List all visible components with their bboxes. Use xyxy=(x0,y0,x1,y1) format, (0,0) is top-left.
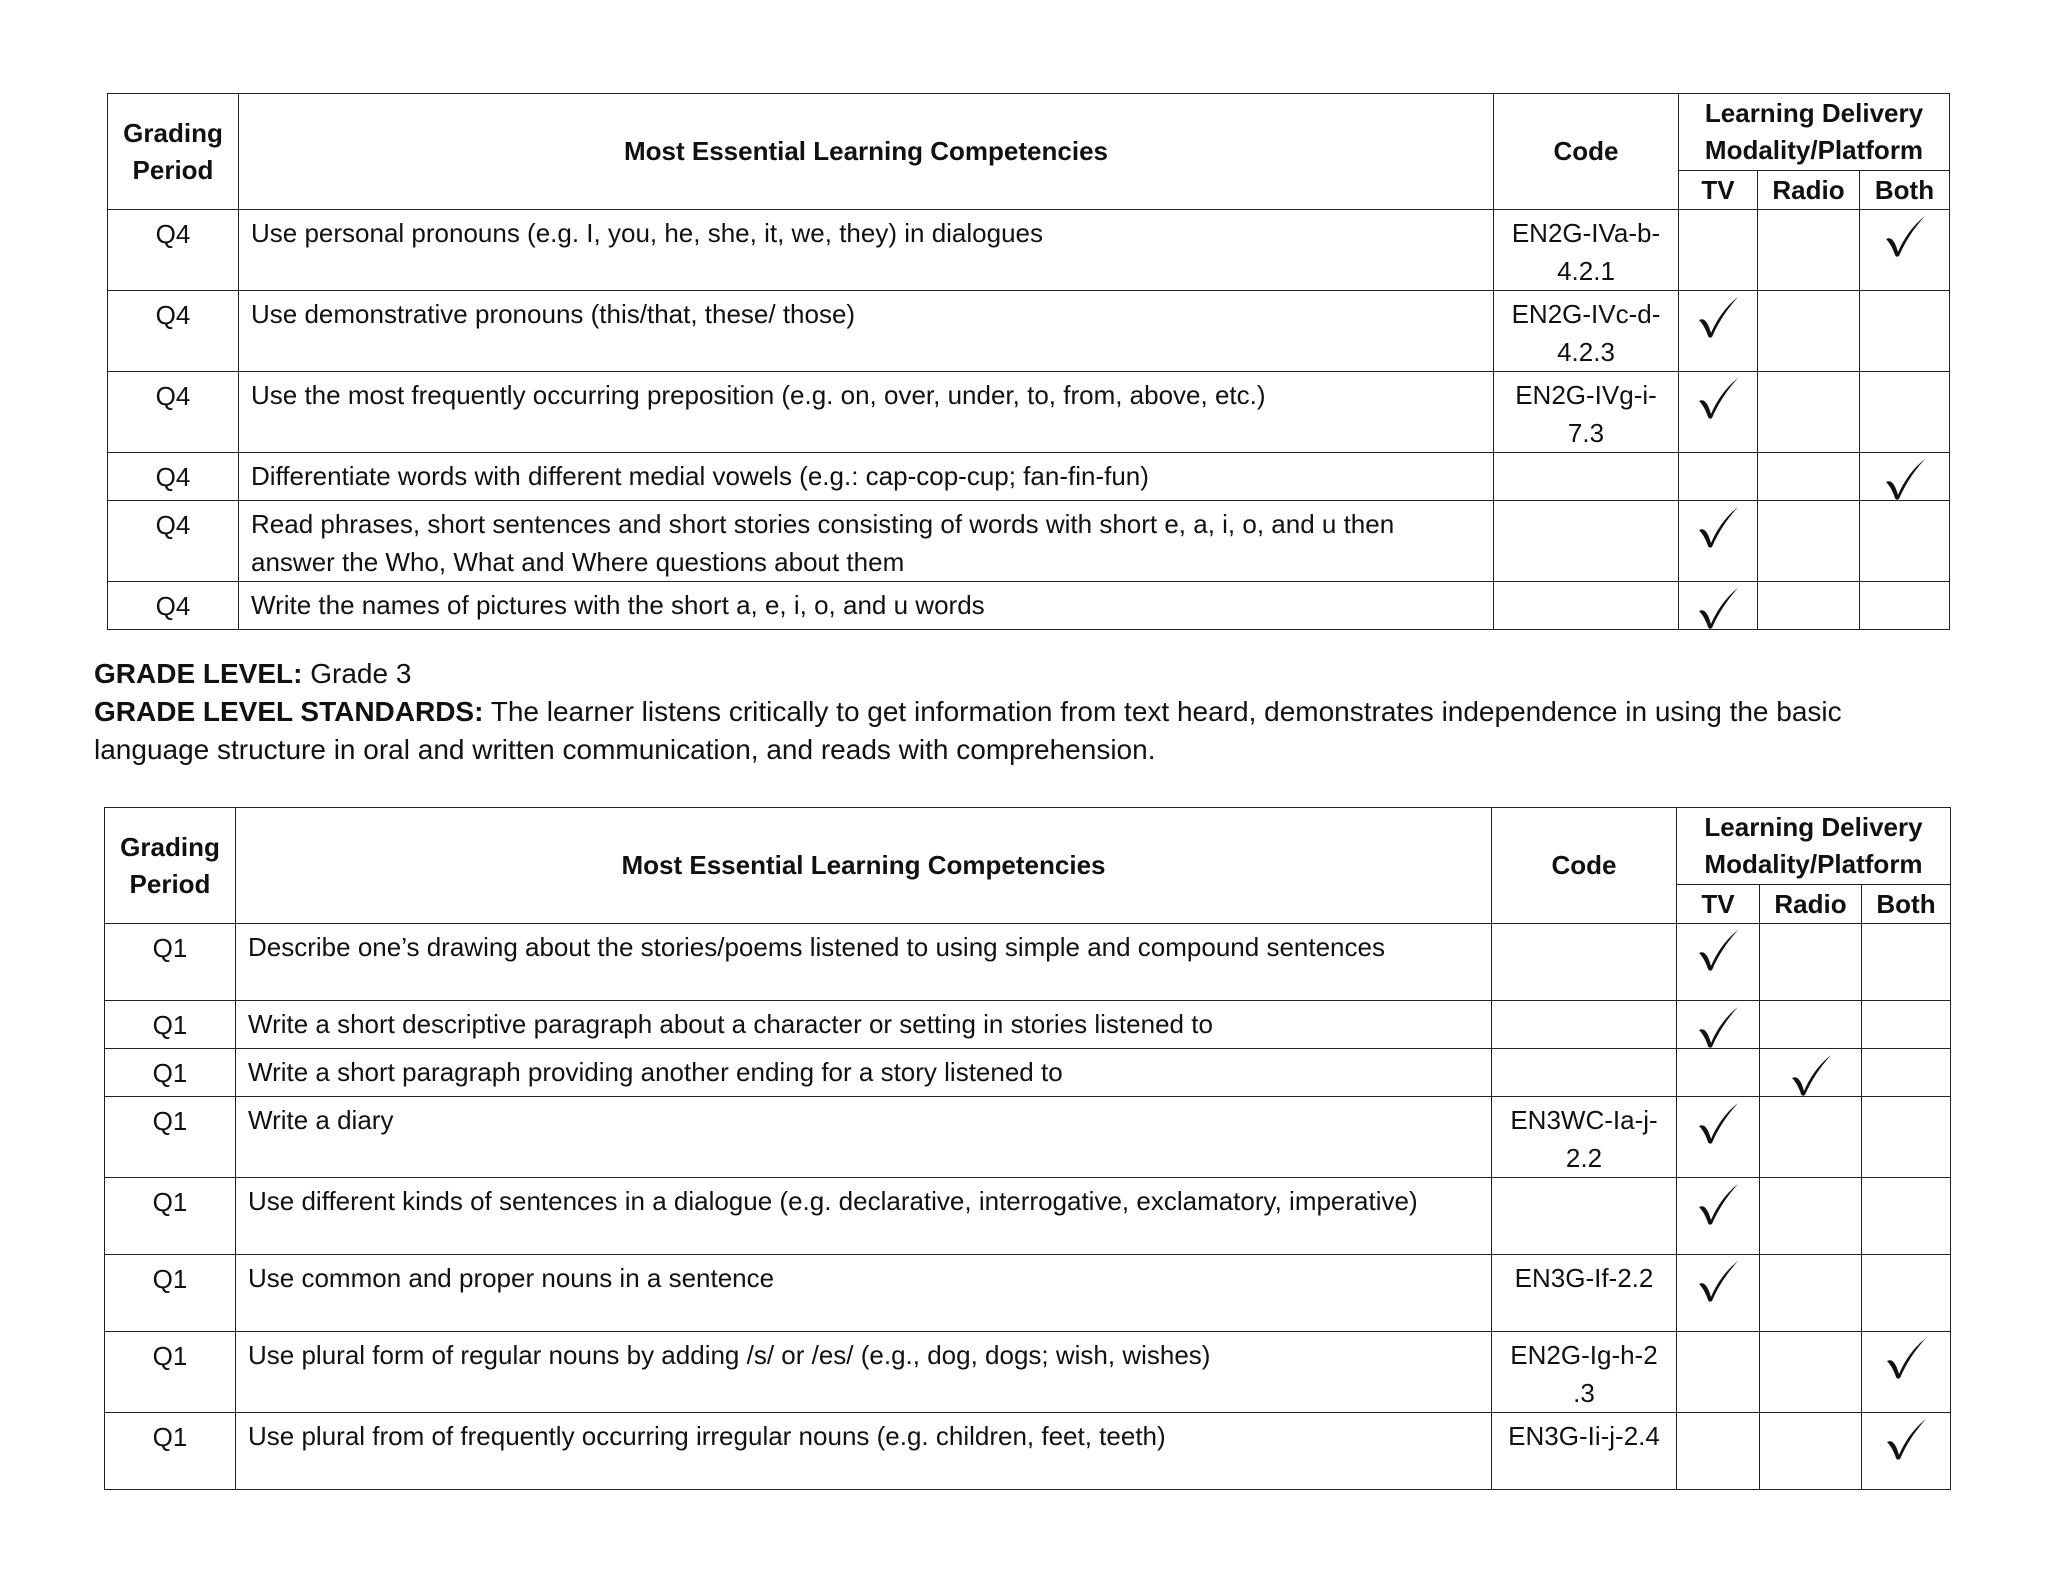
table-row xyxy=(108,501,1950,582)
platform-tv-cell xyxy=(1677,1178,1760,1255)
code-cell xyxy=(1492,1001,1677,1049)
code-cell xyxy=(1494,453,1679,501)
table-row xyxy=(105,1413,1951,1490)
header-both: Both xyxy=(1862,885,1951,924)
platform-tv-cell xyxy=(1679,453,1758,501)
table1-body xyxy=(108,210,1950,630)
platform-tv-cell xyxy=(1677,1255,1760,1332)
platform-radio-cell xyxy=(1758,291,1860,372)
grading-period-cell: Q4 xyxy=(108,372,239,453)
platform-both-cell xyxy=(1860,582,1950,630)
grade-level-standards-label: GRADE LEVEL STANDARDS: xyxy=(94,696,484,727)
header-radio: Radio xyxy=(1760,885,1862,924)
grading-period-cell: Q4 xyxy=(108,582,239,630)
grading-period-cell: Q4 xyxy=(108,291,239,372)
competency-cell: Use plural form of regular nouns by adding /s/ or /es/ (e.g., dog, dogs; wish, wishes) xyxy=(236,1332,1492,1413)
competency-cell: Use different kinds of sentences in a dialogue (e.g. declarative, interrogative, exclamatory, imperative) xyxy=(236,1178,1492,1255)
platform-radio-cell xyxy=(1760,1332,1862,1413)
platform-radio-cell xyxy=(1760,1001,1862,1049)
platform-tv-cell xyxy=(1677,1097,1760,1178)
table-row xyxy=(105,1332,1951,1413)
grading-period-cell: Q4 xyxy=(108,453,239,501)
platform-both-cell xyxy=(1862,1332,1951,1413)
competency-cell: Describe one’s drawing about the stories/poems listened to using simple and compound sentences xyxy=(236,924,1492,1001)
check-mark-icon xyxy=(1695,926,1741,972)
table-row xyxy=(108,291,1950,372)
check-mark-icon xyxy=(1883,1415,1929,1461)
platform-both-cell xyxy=(1862,1255,1951,1332)
platform-tv-cell xyxy=(1677,1049,1760,1097)
check-mark-icon xyxy=(1695,503,1741,549)
competency-cell: Use plural from of frequently occurring irregular nouns (e.g. children, feet, teeth) xyxy=(236,1413,1492,1490)
competency-cell: Use demonstrative pronouns (this/that, these/ those) xyxy=(239,291,1494,372)
competency-cell: Use common and proper nouns in a sentence xyxy=(236,1255,1492,1332)
check-mark-icon xyxy=(1695,374,1741,420)
competency-cell: Read phrases, short sentences and short stories consisting of words with short e, a, i, o, and u then answer the Who, What and Where questions about them xyxy=(239,501,1494,582)
platform-both-cell xyxy=(1862,924,1951,1001)
table2-body xyxy=(105,924,1951,1490)
competency-cell: Write a diary xyxy=(236,1097,1492,1178)
check-mark-icon xyxy=(1882,212,1928,258)
code-cell xyxy=(1494,582,1679,630)
table-row xyxy=(105,924,1951,1001)
check-mark-icon xyxy=(1695,1099,1741,1145)
platform-tv-cell xyxy=(1677,1413,1760,1490)
table-row xyxy=(105,1178,1951,1255)
competency-cell: Write the names of pictures with the short a, e, i, o, and u words xyxy=(239,582,1494,630)
check-mark-icon xyxy=(1695,1257,1741,1303)
grading-period-cell: Q4 xyxy=(108,501,239,582)
table-row xyxy=(105,1001,1951,1049)
platform-both-cell xyxy=(1860,501,1950,582)
platform-tv-cell xyxy=(1677,924,1760,1001)
code-cell: EN2G-IVc-d-4.2.3 xyxy=(1494,291,1679,372)
check-mark-icon xyxy=(1695,584,1741,630)
grading-period-cell: Q1 xyxy=(105,1413,236,1490)
header-competencies: Most Essential Learning Competencies xyxy=(236,808,1492,924)
header-code: Code xyxy=(1492,808,1677,924)
grade-level-standards-text: The learner listens critically to get information from text heard, demonstrates independence in using the basic language structure in oral and written communication, and reads with comprehension. xyxy=(94,696,1842,765)
platform-both-cell xyxy=(1862,1049,1951,1097)
check-mark-icon xyxy=(1788,1051,1834,1097)
code-cell: EN3G-Ii-j-2.4 xyxy=(1492,1413,1677,1490)
header-grading-period: Grading Period xyxy=(108,94,239,210)
code-cell: EN3WC-Ia-j-2.2 xyxy=(1492,1097,1677,1178)
competency-cell: Use the most frequently occurring preposition (e.g. on, over, under, to, from, above, etc.) xyxy=(239,372,1494,453)
header-tv: TV xyxy=(1677,885,1760,924)
grading-period-cell: Q1 xyxy=(105,1001,236,1049)
code-cell: EN3G-If-2.2 xyxy=(1492,1255,1677,1332)
table-row xyxy=(108,210,1950,291)
grade-level xyxy=(94,655,1994,693)
competency-cell: Use personal pronouns (e.g. I, you, he, she, it, we, they) in dialogues xyxy=(239,210,1494,291)
grade-level-value: Grade 3 xyxy=(302,658,412,689)
code-cell: EN2G-IVa-b-4.2.1 xyxy=(1494,210,1679,291)
platform-radio-cell xyxy=(1758,210,1860,291)
platform-both-cell xyxy=(1860,372,1950,453)
platform-both-cell xyxy=(1860,291,1950,372)
platform-radio-cell xyxy=(1760,1049,1862,1097)
platform-both-cell xyxy=(1862,1413,1951,1490)
competency-cell: Write a short descriptive paragraph about a character or setting in stories listened to xyxy=(236,1001,1492,1049)
platform-radio-cell xyxy=(1758,453,1860,501)
check-mark-icon xyxy=(1695,1003,1741,1049)
platform-tv-cell xyxy=(1677,1001,1760,1049)
check-mark-icon xyxy=(1695,293,1741,339)
header-delivery-modality: Learning Delivery Modality/Platform xyxy=(1677,808,1951,885)
code-cell xyxy=(1494,501,1679,582)
platform-radio-cell xyxy=(1760,1178,1862,1255)
platform-tv-cell xyxy=(1679,582,1758,630)
code-cell xyxy=(1492,1178,1677,1255)
platform-tv-cell xyxy=(1679,372,1758,453)
competency-cell: Differentiate words with different medial vowels (e.g.: cap-cop-cup; fan-fin-fun) xyxy=(239,453,1494,501)
platform-radio-cell xyxy=(1760,1255,1862,1332)
platform-both-cell xyxy=(1860,453,1950,501)
code-cell: EN2G-IVg-i-7.3 xyxy=(1494,372,1679,453)
check-mark-icon xyxy=(1882,455,1928,501)
header-competencies: Most Essential Learning Competencies xyxy=(239,94,1494,210)
grading-period-cell: Q1 xyxy=(105,1255,236,1332)
platform-both-cell xyxy=(1862,1097,1951,1178)
table-row xyxy=(105,1049,1951,1097)
platform-radio-cell xyxy=(1760,1413,1862,1490)
header-grading-period: Grading Period xyxy=(105,808,236,924)
platform-tv-cell xyxy=(1679,501,1758,582)
platform-radio-cell xyxy=(1758,372,1860,453)
grade-level-standards xyxy=(94,693,1924,769)
grading-period-cell: Q1 xyxy=(105,1332,236,1413)
grading-period-cell: Q1 xyxy=(105,1097,236,1178)
check-mark-icon xyxy=(1695,1180,1741,1226)
competency-cell: Write a short paragraph providing another ending for a story listened to xyxy=(236,1049,1492,1097)
competencies-table-q1 xyxy=(104,807,1951,1490)
platform-radio-cell xyxy=(1760,1097,1862,1178)
platform-both-cell xyxy=(1860,210,1950,291)
grade-level-label: GRADE LEVEL: xyxy=(94,658,303,689)
platform-both-cell xyxy=(1862,1178,1951,1255)
platform-tv-cell xyxy=(1679,291,1758,372)
platform-tv-cell xyxy=(1679,210,1758,291)
table-row xyxy=(108,453,1950,501)
grading-period-cell: Q1 xyxy=(105,1178,236,1255)
code-cell: EN2G-Ig-h-2 .3 xyxy=(1492,1332,1677,1413)
grading-period-cell: Q1 xyxy=(105,1049,236,1097)
header-delivery-modality: Learning Delivery Modality/Platform xyxy=(1679,94,1950,171)
code-cell xyxy=(1492,924,1677,1001)
code-cell xyxy=(1492,1049,1677,1097)
table-row xyxy=(108,582,1950,630)
table-row xyxy=(105,1255,1951,1332)
platform-radio-cell xyxy=(1760,924,1862,1001)
grading-period-cell: Q4 xyxy=(108,210,239,291)
check-mark-icon xyxy=(1883,1334,1929,1380)
table-row xyxy=(105,1097,1951,1178)
header-radio: Radio xyxy=(1758,171,1860,210)
grading-period-cell: Q1 xyxy=(105,924,236,1001)
header-both: Both xyxy=(1860,171,1950,210)
header-code: Code xyxy=(1494,94,1679,210)
header-tv: TV xyxy=(1679,171,1758,210)
platform-radio-cell xyxy=(1758,582,1860,630)
platform-tv-cell xyxy=(1677,1332,1760,1413)
competencies-table-q4 xyxy=(107,93,1950,630)
platform-both-cell xyxy=(1862,1001,1951,1049)
table-row xyxy=(108,372,1950,453)
platform-radio-cell xyxy=(1758,501,1860,582)
